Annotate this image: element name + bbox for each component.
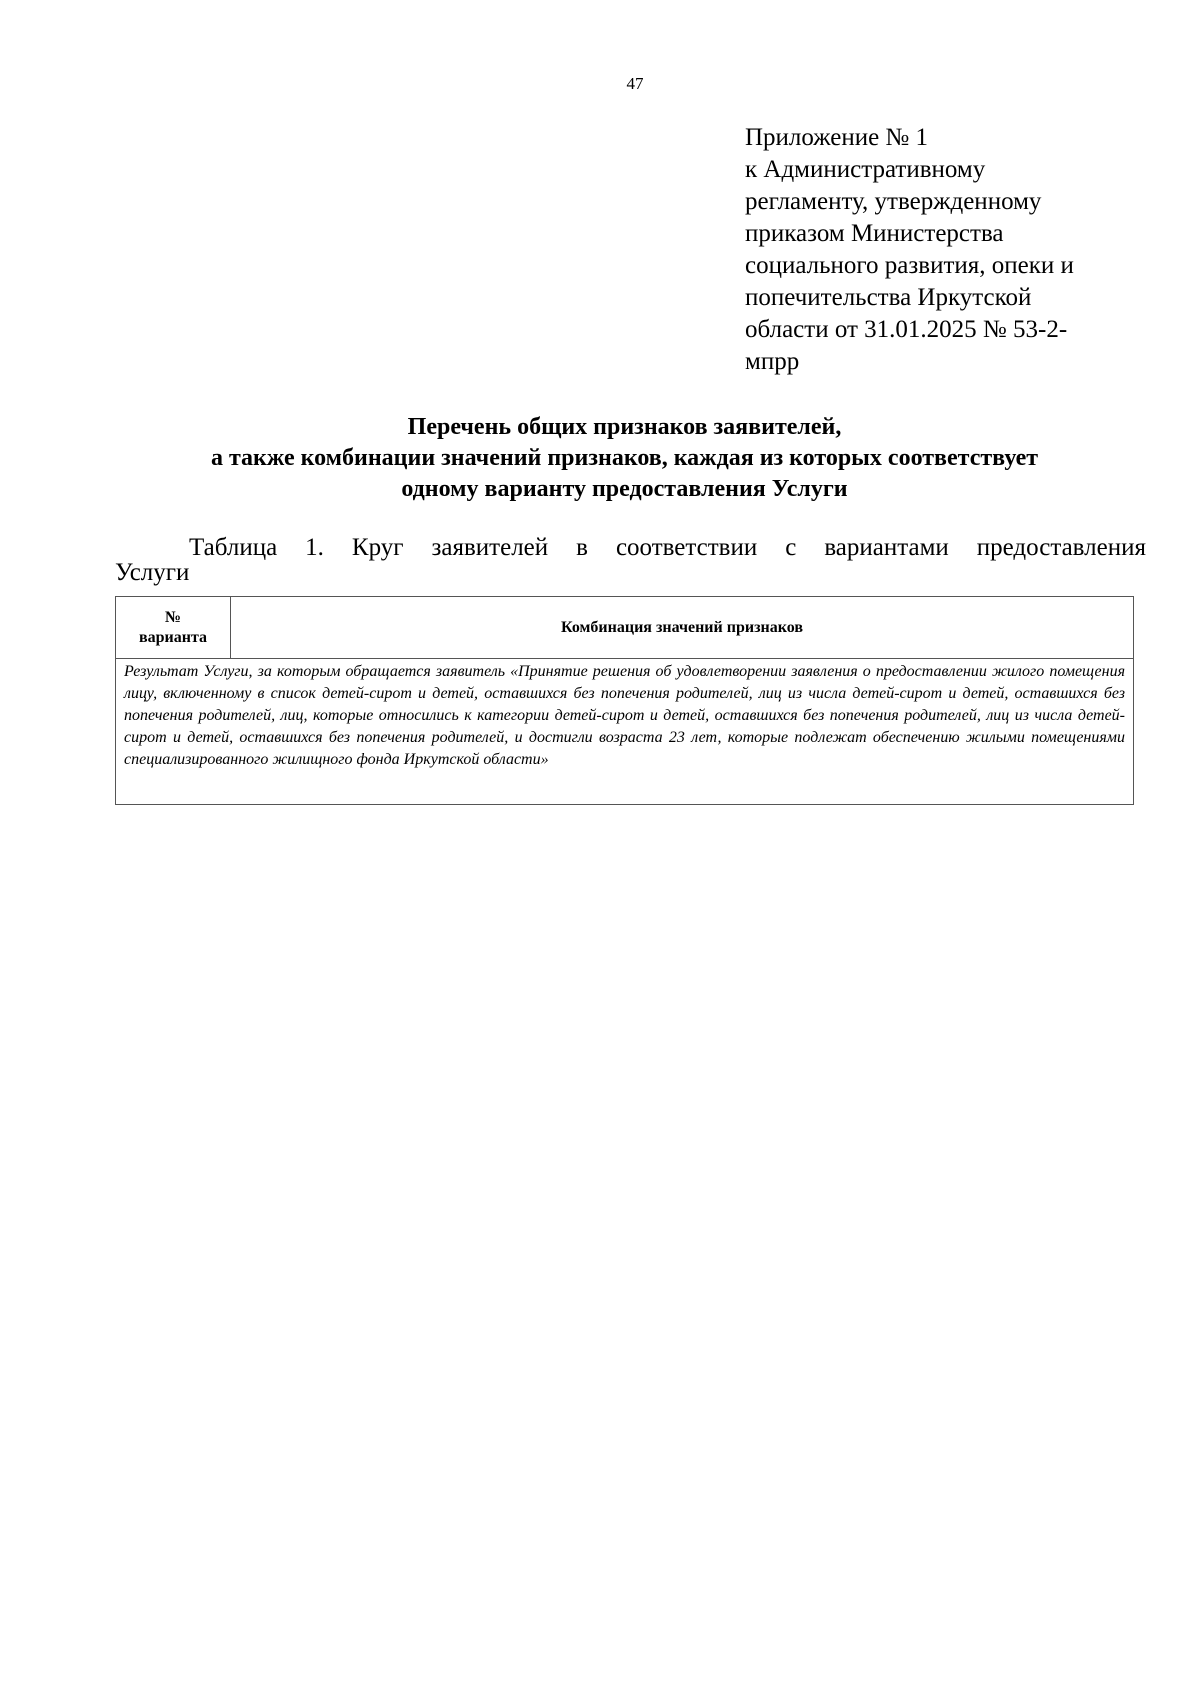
appendix-line: области от 31.01.2025 № 53-2- bbox=[745, 316, 1068, 343]
service-result-cell: Результат Услуги, за которым обращается заявитель «Принятие решения об удовлетворении заявления о предоставлении жилого помещения лицу, включенному в список детей-сирот и детей, оставшихся без попечения родителей, лиц из числа детей-сирот и детей, оставшихся без попечения родителей, лиц, которые относились к категории детей-сирот и детей, оставшихся без попечения родителей, лиц из числа детей-сирот и детей, оставшихся без попечения родителей, и достигли возраста 23 лет, которые подлежат обеспечению жилыми помещениями специализированного жилищного фонда Иркутской области» bbox=[116, 659, 1134, 805]
table-row bbox=[116, 659, 1134, 805]
variants-table bbox=[115, 596, 1134, 805]
title-line: Перечень общих признаков заявителей, bbox=[407, 414, 842, 440]
header-combination: Комбинация значений признаков bbox=[231, 597, 1134, 659]
table-caption-line2: Услуги bbox=[115, 559, 190, 586]
document-title bbox=[118, 412, 1131, 505]
appendix-line: социального развития, опеки и bbox=[745, 252, 1074, 279]
table-header-row bbox=[116, 597, 1134, 659]
appendix-note bbox=[745, 122, 1125, 378]
appendix-line: Приложение № 1 bbox=[745, 124, 929, 151]
appendix-line: к Административному bbox=[745, 156, 986, 183]
appendix-line: попечительства Иркутской bbox=[745, 284, 1032, 311]
appendix-line: мпрр bbox=[745, 348, 800, 375]
header-num-sign: № bbox=[164, 608, 182, 626]
table-caption bbox=[115, 532, 1146, 588]
page-number: 47 bbox=[626, 74, 644, 93]
header-num-label: варианта bbox=[138, 628, 208, 646]
appendix-line: приказом Министерства bbox=[745, 220, 1004, 247]
appendix-line: регламенту, утвержденному bbox=[745, 188, 1042, 215]
title-line: а также комбинации значений признаков, каждая из которых соответствует bbox=[210, 445, 1039, 471]
table-caption-line1: Таблица 1. Круг заявителей в соответствии с вариантами предоставления bbox=[189, 534, 1146, 561]
title-line: одному варианту предоставления Услуги bbox=[401, 476, 848, 502]
header-variant-number bbox=[116, 597, 231, 659]
